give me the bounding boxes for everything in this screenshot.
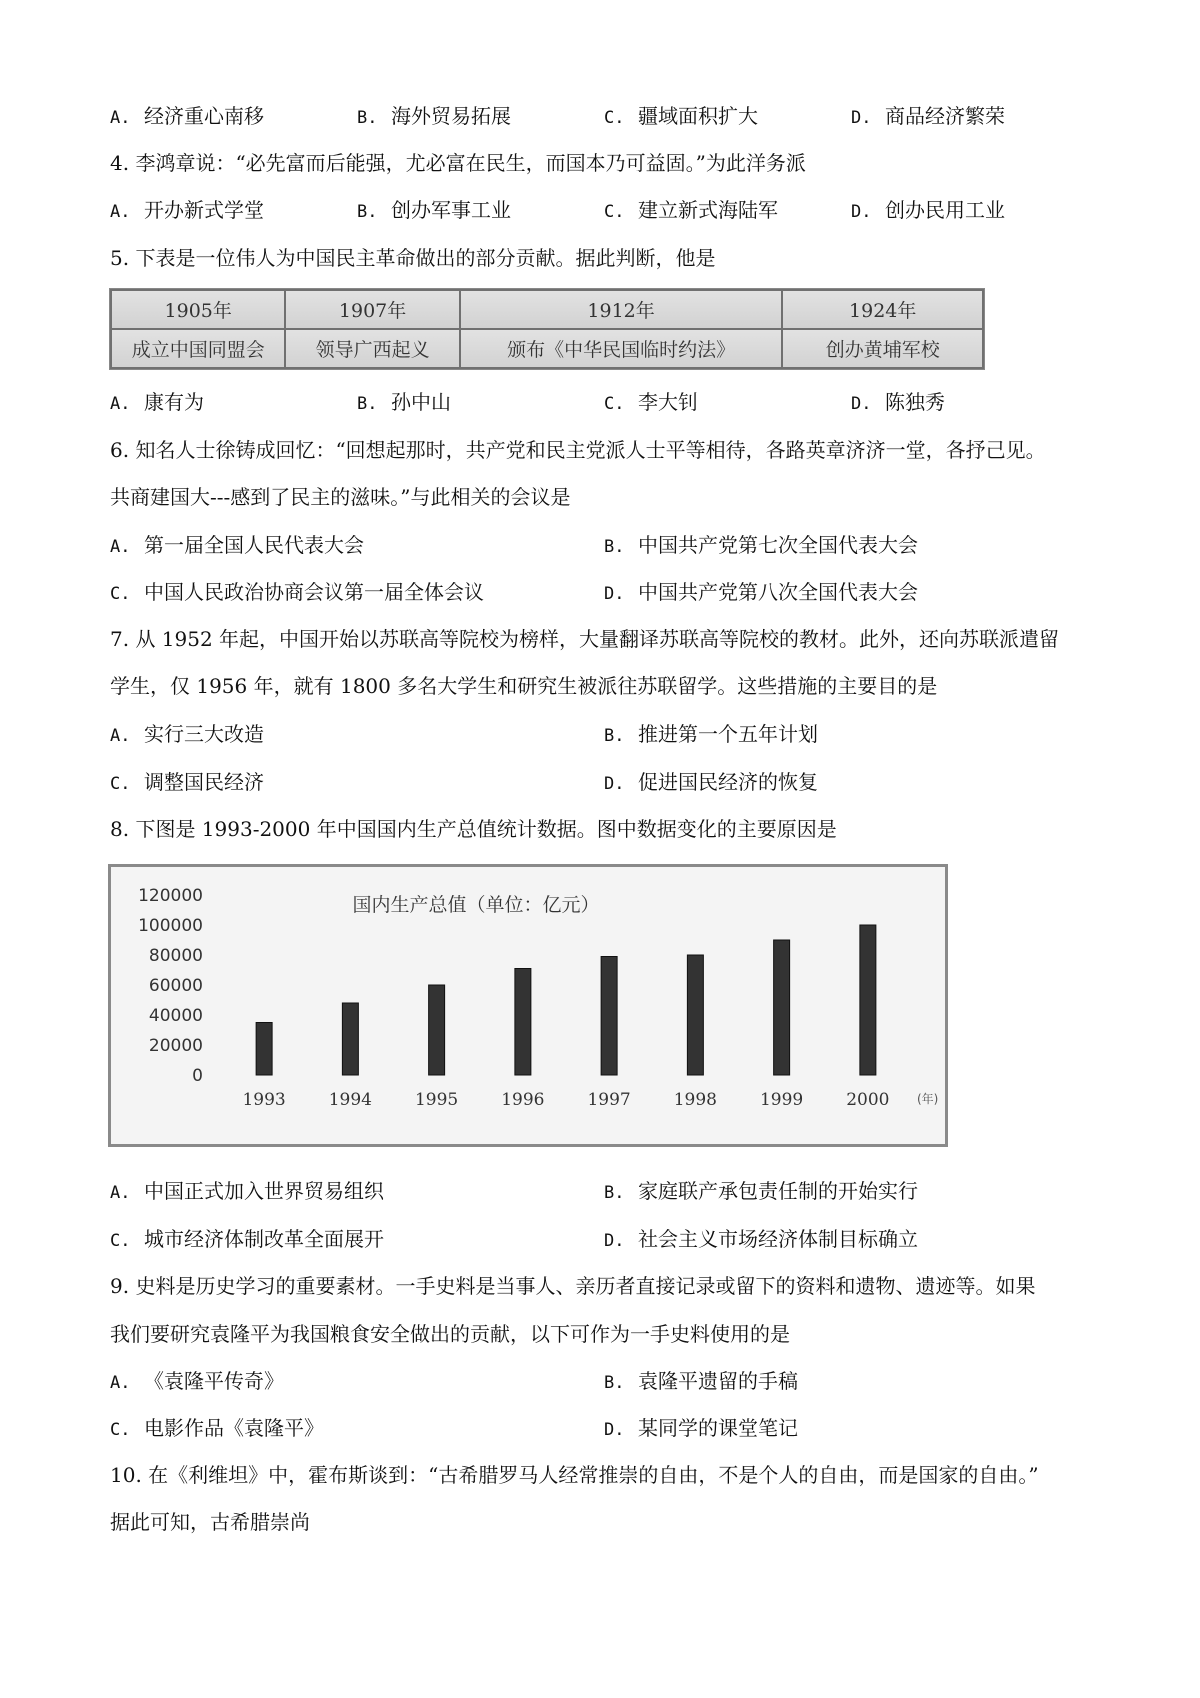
q7-option-c[interactable]: [110, 768, 264, 798]
q9-stem-line-2: 我们要研究袁隆平为我国粮食安全做出的贡献，以下可作为一手史料使用的是: [110, 1322, 790, 1346]
q9-option-b[interactable]: [604, 1367, 798, 1397]
option-letter: D.: [604, 1420, 625, 1440]
option-text: 开办新式学堂: [144, 198, 264, 222]
option-text: 康有为: [144, 390, 204, 414]
option-letter: D.: [851, 394, 872, 414]
q4-option-c[interactable]: [604, 196, 778, 226]
bar-1994: [342, 1003, 358, 1075]
option-letter: B.: [604, 1373, 625, 1393]
table-row: [111, 290, 983, 329]
option-letter: A.: [110, 108, 131, 128]
bar-1999: [774, 940, 790, 1075]
option-text: 《袁隆平传奇》: [144, 1369, 284, 1393]
q8-option-d[interactable]: [604, 1225, 918, 1255]
q5-stem: 5. 下表是一位伟人为中国民主革命做出的部分贡献。据此判断，他是: [110, 246, 716, 270]
q7-stem-line-2: 学生，仅 1956 年，就有 1800 多名大学生和研究生被派往苏联留学。这些措施的主要目的是: [110, 674, 938, 698]
option-text: 中国人民政治协商会议第一届全体会议: [144, 580, 484, 604]
q4-option-a[interactable]: [110, 196, 264, 226]
option-letter: C.: [110, 1420, 131, 1440]
q4-option-b[interactable]: [357, 196, 511, 226]
q10-stem-line-1: 10. 在《利维坦》中，霍布斯谈到：“古希腊罗马人经常推崇的自由，不是个人的自由，而是国家的自由。”: [110, 1463, 1039, 1487]
q4-stem: 4. 李鸿章说：“必先富而后能强，尤必富在民生，而国本乃可益固。”为此洋务派: [110, 151, 806, 175]
gdp-bar-chart: [108, 864, 948, 1147]
q7-option-b[interactable]: [604, 720, 818, 750]
option-text: 孙中山: [391, 390, 451, 414]
table-cell: 领导广西起义: [285, 329, 459, 368]
x-unit-label: (年): [917, 1092, 939, 1106]
q8-stem: 8. 下图是 1993-2000 年中国国内生产总值统计数据。图中数据变化的主要原因是: [110, 817, 837, 841]
option-letter: A.: [110, 1183, 131, 1203]
q6-stem-line-1: 6. 知名人士徐铸成回忆：“回想起那时，共产党和民主党派人士平等相待，各路英章济济一堂，各抒己见。: [110, 438, 1046, 462]
option-letter: D.: [851, 108, 872, 128]
q6-option-a[interactable]: [110, 531, 364, 561]
option-letter: D.: [604, 584, 625, 604]
option-text: 建立新式海陆军: [638, 198, 778, 222]
option-text: 中国共产党第八次全国代表大会: [638, 580, 918, 604]
y-tick-label: 120000: [138, 886, 203, 906]
q6-stem-line-2: 共商建国大---感到了民主的滋味。”与此相关的会议是: [110, 485, 571, 509]
option-letter: A.: [110, 202, 131, 222]
table-cell: 创办黄埔军校: [782, 329, 983, 368]
q3-option-a[interactable]: [110, 102, 264, 132]
y-tick-label: 40000: [148, 1006, 203, 1026]
bar-2000: [860, 925, 876, 1075]
q5-table-image: [109, 288, 985, 370]
option-letter: A.: [110, 394, 131, 414]
q8-option-b[interactable]: [604, 1177, 918, 1207]
y-tick-label: 0: [192, 1066, 203, 1086]
option-text: 家庭联产承包责任制的开始实行: [638, 1179, 918, 1203]
q6-option-b[interactable]: [604, 531, 918, 561]
q4-option-d[interactable]: [851, 196, 1005, 226]
q5-option-c[interactable]: [604, 388, 698, 418]
table-row: [111, 329, 983, 368]
y-tick-label: 80000: [148, 946, 203, 966]
q9-option-d[interactable]: [604, 1414, 798, 1444]
q3-option-c[interactable]: [604, 102, 758, 132]
q8-option-c[interactable]: [110, 1225, 384, 1255]
q6-option-c[interactable]: [110, 578, 484, 608]
q9-stem-line-1: 9. 史料是历史学习的重要素材。一手史料是当事人、亲历者直接记录或留下的资料和遗物、遗迹等。如果: [110, 1274, 1036, 1298]
option-letter: A.: [110, 537, 131, 557]
option-letter: D.: [604, 774, 625, 794]
option-text: 经济重心南移: [144, 104, 264, 128]
option-text: 创办军事工业: [391, 198, 511, 222]
q7-option-d[interactable]: [604, 768, 818, 798]
option-text: 调整国民经济: [144, 770, 264, 794]
y-tick-label: 100000: [138, 916, 203, 936]
bar-1997: [601, 957, 617, 1076]
option-text: 某同学的课堂笔记: [638, 1416, 798, 1440]
bar-1996: [515, 969, 531, 1076]
q3-option-d[interactable]: [851, 102, 1005, 132]
option-text: 创办民用工业: [885, 198, 1005, 222]
option-text: 电影作品《袁隆平》: [144, 1416, 324, 1440]
x-tick-label: 1995: [414, 1090, 459, 1110]
x-tick-label: 1993: [242, 1090, 286, 1110]
option-text: 推进第一个五年计划: [638, 722, 818, 746]
option-letter: C.: [110, 774, 131, 794]
table-cell: 成立中国同盟会: [111, 329, 285, 368]
option-text: 陈独秀: [885, 390, 945, 414]
bar-1998: [687, 955, 703, 1075]
option-letter: B.: [357, 108, 378, 128]
x-tick-label: 1998: [673, 1090, 718, 1110]
x-tick-label: 1997: [587, 1090, 631, 1110]
option-letter: C.: [110, 584, 131, 604]
option-letter: C.: [604, 394, 625, 414]
option-text: 中国共产党第七次全国代表大会: [638, 533, 918, 557]
option-letter: A.: [110, 1373, 131, 1393]
q9-option-c[interactable]: [110, 1414, 324, 1444]
q9-option-a[interactable]: [110, 1367, 284, 1397]
table-cell: 1924年: [782, 290, 983, 329]
option-text: 社会主义市场经济体制目标确立: [638, 1227, 918, 1251]
x-tick-label: 1999: [759, 1090, 804, 1110]
q10-stem-line-2: 据此可知，古希腊崇尚: [110, 1510, 310, 1534]
option-letter: D.: [604, 1231, 625, 1251]
bar-1995: [429, 985, 445, 1075]
option-letter: B.: [357, 394, 378, 414]
option-text: 中国正式加入世界贸易组织: [144, 1179, 384, 1203]
option-letter: B.: [604, 1183, 625, 1203]
table-cell: 颁布《中华民国临时约法》: [460, 329, 783, 368]
option-text: 商品经济繁荣: [885, 104, 1005, 128]
x-tick-label: 1994: [328, 1090, 373, 1110]
option-text: 袁隆平遗留的手稿: [638, 1369, 798, 1393]
q7-stem-line-1: 7. 从 1952 年起，中国开始以苏联高等院校为榜样，大量翻译苏联高等院校的教材。此外，还向苏联派遣留: [110, 627, 1060, 651]
q8-option-a[interactable]: [110, 1177, 384, 1207]
table-cell: 1907年: [285, 290, 459, 329]
option-letter: C.: [110, 1231, 131, 1251]
q3-option-b[interactable]: [357, 102, 511, 132]
option-text: 第一届全国人民代表大会: [144, 533, 364, 557]
x-tick-label: 1996: [501, 1090, 545, 1110]
q5-table: [110, 289, 984, 369]
option-letter: A.: [110, 726, 131, 746]
bar-1993: [256, 1023, 272, 1076]
chart-svg: [111, 867, 945, 1144]
x-tick-label: 2000: [846, 1090, 890, 1110]
chart-title: 国内生产总值（单位：亿元）: [352, 894, 600, 916]
table-cell: 1905年: [111, 290, 285, 329]
option-text: 李大钊: [638, 390, 698, 414]
q7-option-a[interactable]: [110, 720, 264, 750]
option-text: 海外贸易拓展: [391, 104, 511, 128]
option-text: 城市经济体制改革全面展开: [144, 1227, 384, 1251]
option-letter: D.: [851, 202, 872, 222]
option-text: 促进国民经济的恢复: [638, 770, 818, 794]
q5-option-b[interactable]: [357, 388, 451, 418]
option-letter: C.: [604, 108, 625, 128]
option-letter: B.: [604, 726, 625, 746]
q6-option-d[interactable]: [604, 578, 918, 608]
table-cell: 1912年: [460, 290, 783, 329]
q5-option-d[interactable]: [851, 388, 945, 418]
option-text: 疆域面积扩大: [638, 104, 758, 128]
y-tick-label: 60000: [148, 976, 203, 996]
q5-option-a[interactable]: [110, 388, 204, 418]
option-text: 实行三大改造: [144, 722, 264, 746]
y-tick-label: 20000: [148, 1036, 203, 1056]
option-letter: C.: [604, 202, 625, 222]
option-letter: B.: [604, 537, 625, 557]
option-letter: B.: [357, 202, 378, 222]
